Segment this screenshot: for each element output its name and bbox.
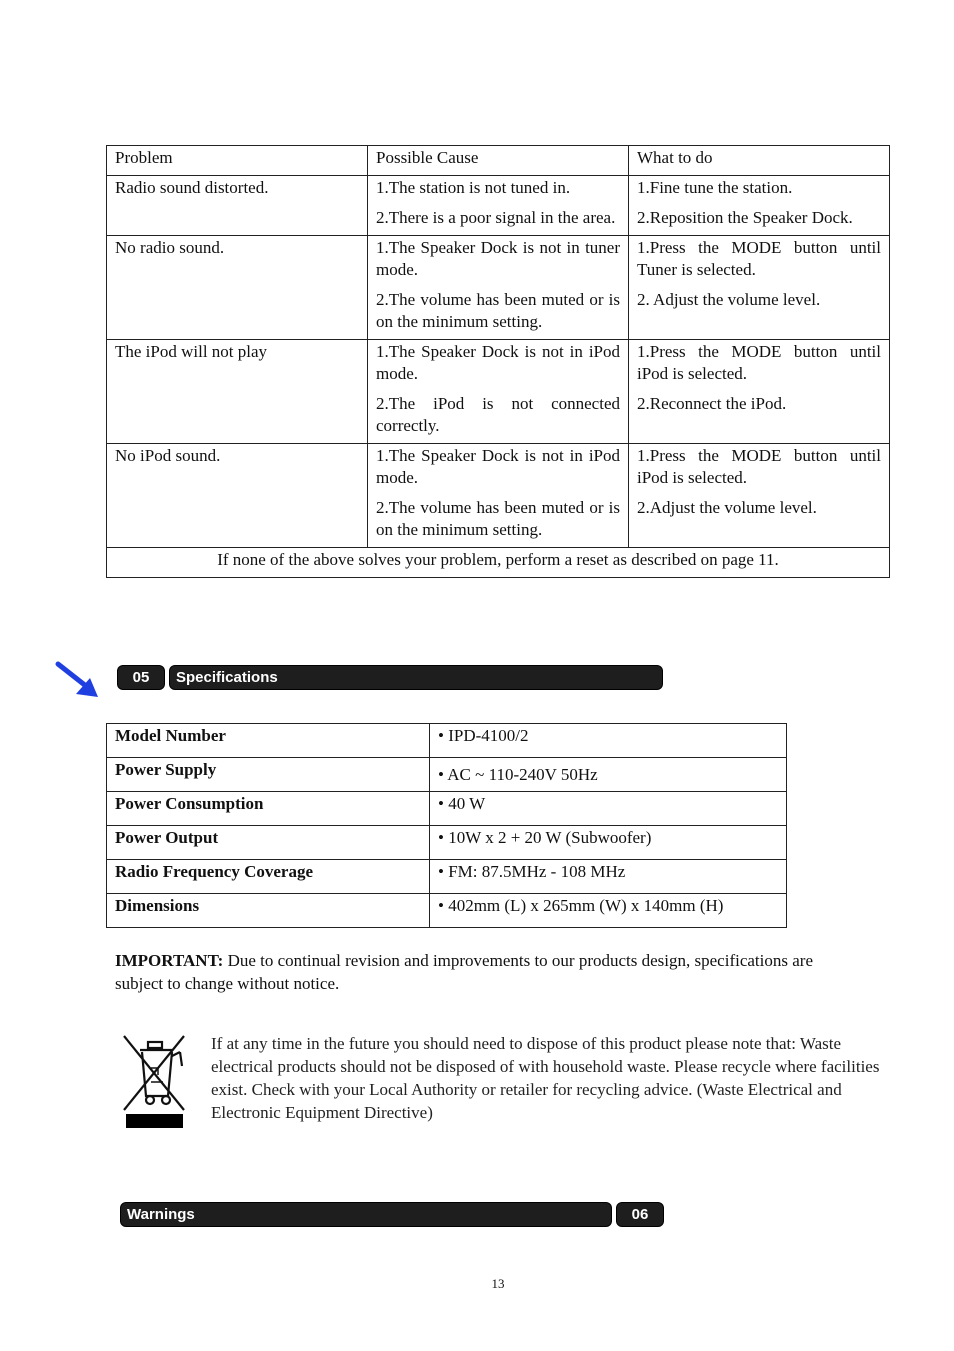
- spec-value: • FM: 87.5MHz - 108 MHz: [430, 860, 787, 894]
- action-cell: [629, 176, 890, 236]
- table-row: [107, 444, 890, 548]
- section-title: Warnings: [121, 1203, 611, 1226]
- cause-cell: [368, 176, 629, 236]
- specifications-table: [106, 723, 787, 928]
- table-row: [107, 176, 890, 236]
- spec-label: Dimensions: [107, 894, 430, 928]
- cause-cell: [368, 340, 629, 444]
- table-footer-note: If none of the above solves your problem, perform a reset as described on page 11.: [107, 548, 890, 578]
- spec-label: Power Consumption: [107, 792, 430, 826]
- table-row: [107, 758, 787, 792]
- arrow-down-right-icon: [54, 660, 102, 700]
- table-footer-row: [107, 548, 890, 578]
- important-text: Due to continual revision and improvements to our products design, specifications are subject to change without notice.: [115, 951, 813, 993]
- spec-value: • IPD-4100/2: [430, 724, 787, 758]
- cause-item: 2.The iPod is not connected correctly.: [376, 394, 620, 435]
- header-possible-cause: Possible Cause: [368, 146, 629, 176]
- problem-cell: Radio sound distorted.: [107, 176, 368, 236]
- action-item: 2.Reposition the Speaker Dock.: [637, 208, 853, 227]
- header-problem: Problem: [107, 146, 368, 176]
- action-item: 1.Press the MODE button until iPod is selected.: [637, 342, 881, 383]
- action-item: 1.Press the MODE button until iPod is selected.: [637, 446, 881, 487]
- cause-cell: [368, 236, 629, 340]
- header-what-to-do: What to do: [629, 146, 890, 176]
- important-notice: [115, 949, 815, 995]
- problem-cell: The iPod will not play: [107, 340, 368, 444]
- spec-value: • AC ~ 110-240V 50Hz: [430, 758, 787, 792]
- action-cell: [629, 236, 890, 340]
- table-row: [107, 340, 890, 444]
- section-title: Specifications: [170, 666, 662, 689]
- important-label: IMPORTANT:: [115, 951, 224, 970]
- problem-cell: No iPod sound.: [107, 444, 368, 548]
- action-item: 1.Press the MODE button until Tuner is selected.: [637, 238, 881, 279]
- table-row: [107, 724, 787, 758]
- section-number: 06: [617, 1203, 663, 1226]
- problem-cell: No radio sound.: [107, 236, 368, 340]
- cause-item: 1.The Speaker Dock is not in tuner mode.: [376, 238, 620, 279]
- action-item: 2. Adjust the volume level.: [637, 290, 821, 309]
- spec-value: • 10W x 2 + 20 W (Subwoofer): [430, 826, 787, 860]
- specifications-section-banner: [118, 666, 664, 689]
- action-item: 1.Fine tune the station.: [637, 178, 793, 197]
- spec-value: • 402mm (L) x 265mm (W) x 140mm (H): [430, 894, 787, 928]
- table-row: [107, 826, 787, 860]
- cause-item: 1.The Speaker Dock is not in iPod mode.: [376, 446, 620, 487]
- section-number: 05: [118, 666, 164, 689]
- action-item: 2.Reconnect the iPod.: [637, 394, 787, 413]
- table-row: [107, 860, 787, 894]
- page-number: 13: [491, 1276, 505, 1291]
- weee-disposal-notice: If at any time in the future you should need to dispose of this product please note that: Waste electrical products should not be disposed of with household waste. Please recycle where facilities exist. Check with your Local Authority or retailer for recycling advice. (Waste Electrical and Electronic Equipment Directive): [211, 1034, 880, 1122]
- cause-item: 2.There is a poor signal in the area.: [376, 208, 616, 227]
- troubleshooting-table: [106, 145, 890, 578]
- cause-item: 1.The Speaker Dock is not in iPod mode.: [376, 342, 620, 383]
- spec-label: Power Supply: [107, 758, 430, 792]
- table-header-row: [107, 146, 890, 176]
- cause-cell: [368, 444, 629, 548]
- table-row: [107, 236, 890, 340]
- cause-item: 2.The volume has been muted or is on the minimum setting.: [376, 290, 620, 331]
- warnings-section-banner: [121, 1203, 665, 1226]
- spec-value: • 40 W: [430, 792, 787, 826]
- action-cell: [629, 340, 890, 444]
- cause-item: 1.The station is not tuned in.: [376, 178, 571, 197]
- table-row: [107, 894, 787, 928]
- action-item: 2.Adjust the volume level.: [637, 498, 817, 517]
- spec-label: Radio Frequency Coverage: [107, 860, 430, 894]
- action-cell: [629, 444, 890, 548]
- cause-item: 2.The volume has been muted or is on the minimum setting.: [376, 498, 620, 539]
- weee-crossed-bin-icon: [118, 1030, 188, 1130]
- spec-label: Model Number: [107, 724, 430, 758]
- spec-label: Power Output: [107, 826, 430, 860]
- table-row: [107, 792, 787, 826]
